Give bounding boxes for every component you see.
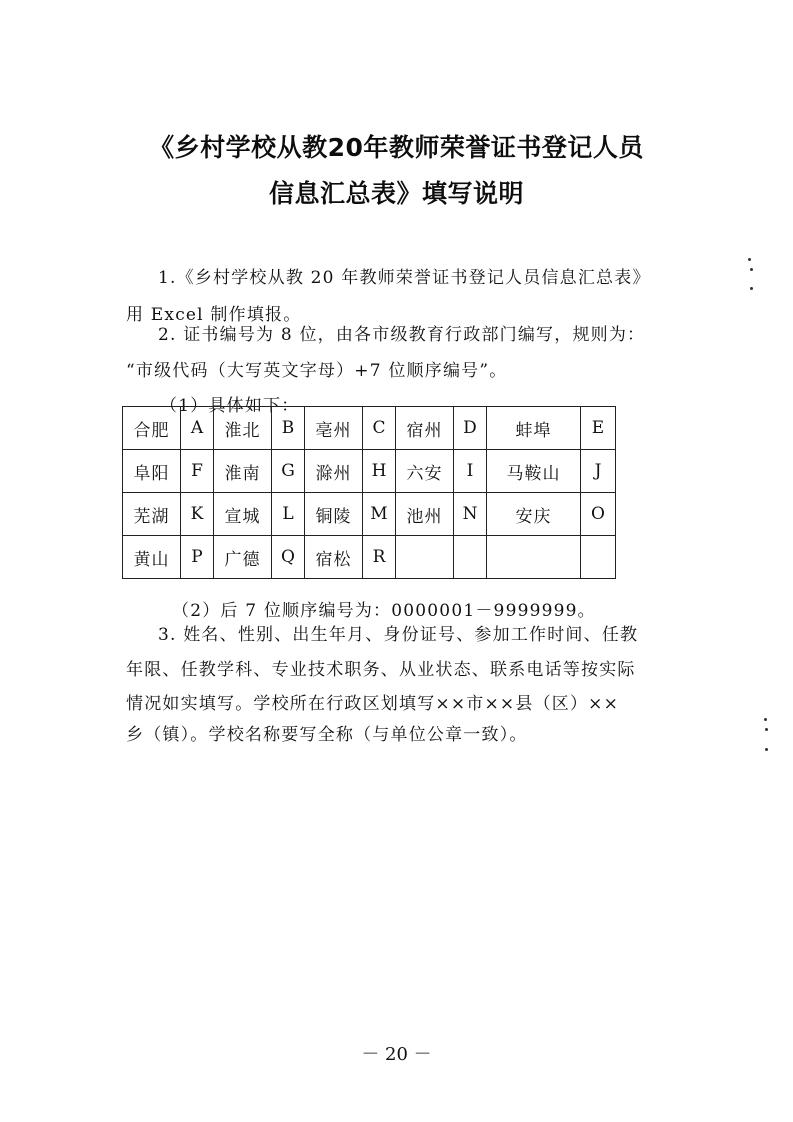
paragraph-1-line-1: 1.《乡村学校从教 20 年教师荣誉证书登记人员信息汇总表》: [158, 268, 651, 288]
table-row: [123, 450, 616, 493]
city-name-cell: 亳州: [305, 407, 363, 450]
paragraph-2-line-1: 2. 证书编号为 8 位，由各市级教育行政部门编写，规则为：: [158, 325, 646, 345]
scan-mark: [750, 287, 753, 290]
city-name-cell: 池州: [396, 493, 454, 536]
paragraph-3-line-4: 乡（镇）。学校名称要写全称（与单位公章一致）。: [126, 725, 528, 745]
city-code-cell: [581, 536, 616, 579]
city-code-cell: B: [272, 407, 305, 450]
scan-mark: [765, 748, 768, 751]
city-name-cell: 宿州: [396, 407, 454, 450]
paragraph-3-line-2: 年限、任教学科、专业技术职务、从业状态、联系电话等按实际: [126, 660, 636, 680]
city-name-cell: 宿松: [305, 536, 363, 579]
paragraph-2-sub-2: （2）后 7 位顺序编号为：0000001－9999999。: [172, 601, 596, 621]
city-name-cell: 芜湖: [123, 493, 181, 536]
table-row: [123, 407, 616, 450]
paragraph-2-line-2: “市级代码（大写英文字母）+7 位顺序编号”。: [126, 361, 508, 381]
city-code-cell: N: [454, 493, 487, 536]
city-code-cell: H: [363, 450, 396, 493]
city-code-cell: A: [181, 407, 214, 450]
scan-mark: [748, 258, 751, 261]
city-name-cell: 阜阳: [123, 450, 181, 493]
city-name-cell: [396, 536, 454, 579]
city-name-cell: 合肥: [123, 407, 181, 450]
city-code-cell: K: [181, 493, 214, 536]
city-code-cell: F: [181, 450, 214, 493]
city-code-cell: I: [454, 450, 487, 493]
title-line-1: 《乡村学校从教20年教师荣誉证书登记人员: [149, 133, 644, 162]
city-code-cell: P: [181, 536, 214, 579]
title-line-2: 信息汇总表》填写说明: [268, 179, 524, 208]
city-name-cell: 六安: [396, 450, 454, 493]
city-name-cell: 广德: [214, 536, 272, 579]
paragraph-3-line-1: 3. 姓名、性别、出生年月、身份证号、参加工作时间、任教: [158, 625, 639, 645]
city-name-cell: 滁州: [305, 450, 363, 493]
city-code-cell: [454, 536, 487, 579]
paragraph-1-line-2: 用 Excel 制作填报。: [126, 305, 302, 325]
city-code-cell: D: [454, 407, 487, 450]
city-code-cell: M: [363, 493, 396, 536]
city-name-cell: 宣城: [214, 493, 272, 536]
city-code-cell: O: [581, 493, 616, 536]
city-code-cell: G: [272, 450, 305, 493]
city-code-table: [122, 406, 616, 579]
city-code-cell: L: [272, 493, 305, 536]
scan-mark: [764, 718, 767, 721]
city-code-cell: E: [581, 407, 616, 450]
scan-mark: [750, 268, 753, 271]
table-row: [123, 536, 616, 579]
paragraph-3-line-3: 情况如实填写。学校所在行政区划填写××市××县（区）××: [126, 694, 620, 714]
city-name-cell: 铜陵: [305, 493, 363, 536]
city-code-cell: C: [363, 407, 396, 450]
city-name-cell: 淮南: [214, 450, 272, 493]
city-name-cell: 蚌埠: [487, 407, 581, 450]
city-code-cell: J: [581, 450, 616, 493]
city-code-cell: Q: [272, 536, 305, 579]
city-name-cell: 黄山: [123, 536, 181, 579]
city-code-cell: R: [363, 536, 396, 579]
city-name-cell: 淮北: [214, 407, 272, 450]
table-row: [123, 493, 616, 536]
city-name-cell: 马鞍山: [487, 450, 581, 493]
city-name-cell: [487, 536, 581, 579]
scan-mark: [765, 728, 768, 731]
city-name-cell: 安庆: [487, 493, 581, 536]
page-number: － 20 －: [361, 1044, 432, 1065]
paragraph-2-sub-1: （1）具体如下：: [160, 396, 300, 416]
